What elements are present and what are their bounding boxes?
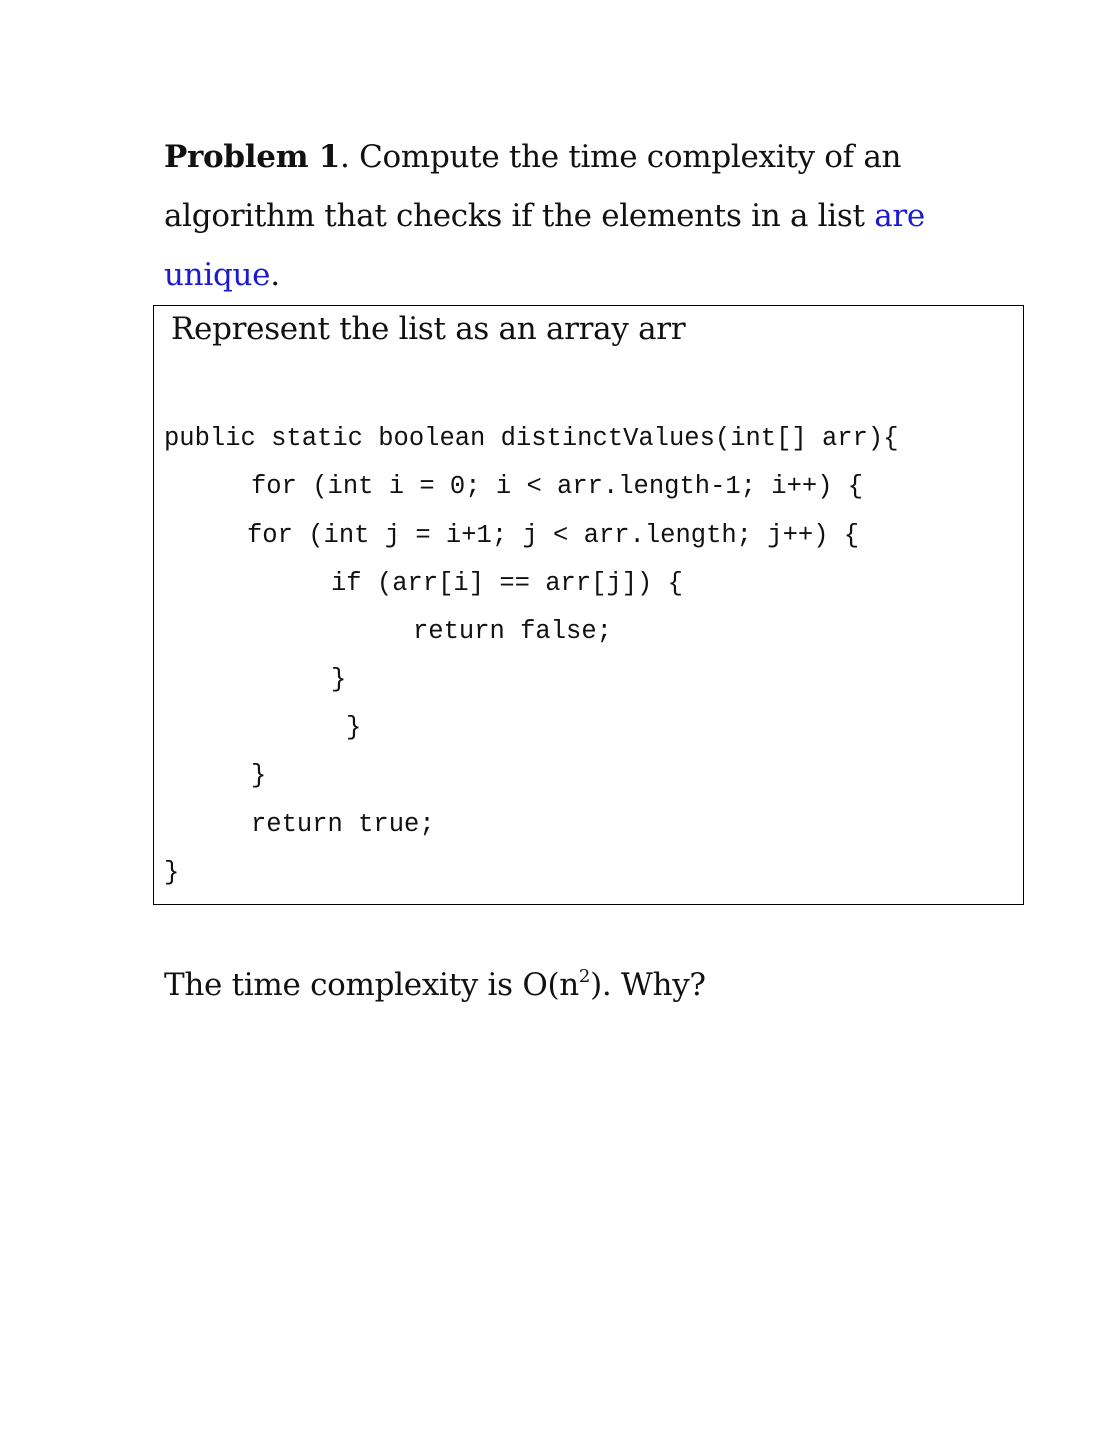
code-line-close-method: } xyxy=(164,858,180,887)
answer-statement xyxy=(164,963,706,1007)
problem-statement xyxy=(164,128,1044,305)
answer-text-end: ). Why? xyxy=(590,967,706,1003)
problem-text: . Compute the time complexity of an algorithm that checks if the elements in a list xyxy=(164,139,902,234)
answer-text: The time complexity is O(n xyxy=(164,967,579,1003)
code-line-if: if (arr[i] == arr[j]) { xyxy=(331,569,683,598)
code-line-inner-loop: for (int j = i+1; j < arr.length; j++) { xyxy=(247,521,860,550)
code-line-return-false: return false; xyxy=(413,617,612,646)
code-line-return-true: return true; xyxy=(251,810,435,839)
problem-highlight: are unique xyxy=(164,198,925,293)
problem-text-end: . xyxy=(270,257,280,293)
answer-superscript: 2 xyxy=(578,966,591,987)
code-line-outer-loop: for (int i = 0; i < arr.length-1; i++) { xyxy=(251,472,864,501)
code-line-close-if: } xyxy=(331,665,347,694)
code-line-close-outer: } xyxy=(251,761,267,790)
problem-title: Problem 1 xyxy=(164,139,340,175)
code-box-caption: Represent the list as an array arr xyxy=(171,311,686,347)
code-line-signature: public static boolean distinctValues(int[] arr){ xyxy=(164,424,899,453)
code-line-close-inner: } xyxy=(346,713,362,742)
